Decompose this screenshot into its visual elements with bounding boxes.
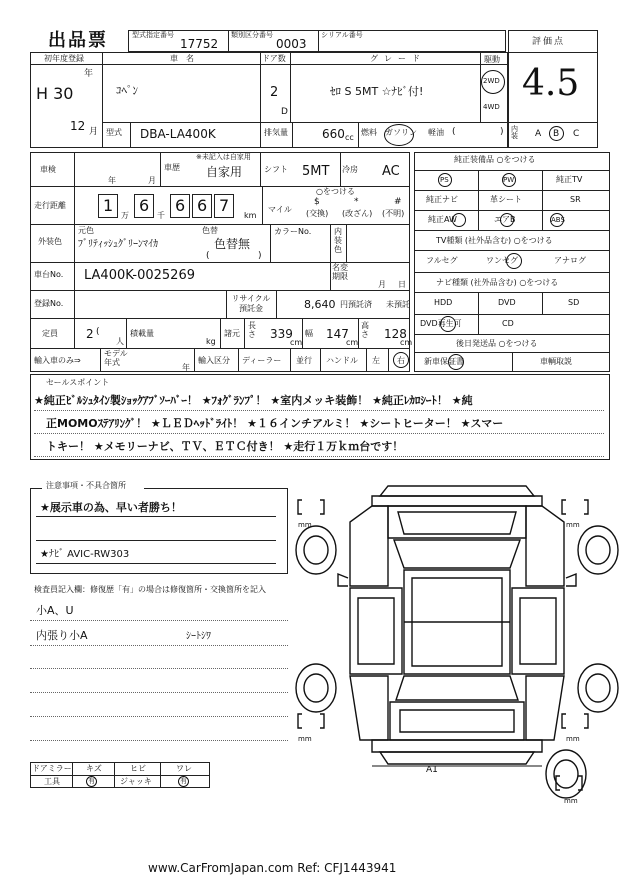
equip-abs: ABS xyxy=(551,216,565,224)
drive-4wd: 4WD xyxy=(483,103,500,111)
mileage-tampered-symbol: * xyxy=(354,197,359,207)
docs-manual: 車輌取説 xyxy=(540,357,572,366)
mileage-unknown: (不明) xyxy=(382,209,405,218)
height-label: 高さ xyxy=(361,321,369,339)
table-jack-yes: 有 xyxy=(180,777,187,785)
diagram-a1-mark: A1 xyxy=(426,765,438,775)
chassis-label: 車台No. xyxy=(34,270,64,279)
mileage-unit-man: 万 xyxy=(121,211,129,220)
equip-sr: SR xyxy=(570,195,581,204)
color-change-label: 色替 xyxy=(202,226,218,235)
shift-label: シフト xyxy=(264,165,288,174)
equip-tv: 純正TV xyxy=(556,175,583,184)
mileage-d4: 6 xyxy=(197,196,208,215)
interior-color-label: 内装色 xyxy=(334,227,342,254)
width-cm: cm xyxy=(346,338,359,347)
fuel-gas: ガソリン xyxy=(385,128,417,137)
shaken-label: 車検 xyxy=(40,165,56,174)
mm-rear-left: mm xyxy=(298,735,312,743)
door-count: 2 xyxy=(270,85,279,100)
width-label: 幅 xyxy=(305,329,313,338)
equip-airbag: エアB xyxy=(494,215,516,224)
table-crack: ヒビ xyxy=(130,764,146,773)
interior-b: B xyxy=(553,129,560,139)
load-kg: kg xyxy=(206,337,216,346)
use-label: 車歴 xyxy=(164,163,180,172)
mileage-exchange-symbol: $ xyxy=(314,197,320,207)
mileage-exchange: (交換) xyxy=(306,209,329,218)
inspector-line-1: 小A、U xyxy=(36,604,74,617)
car-name-value: ｺﾍﾟﾝ xyxy=(116,84,138,97)
capacity-unit: 人 xyxy=(116,337,124,346)
equip-aw: 純正AW xyxy=(428,215,457,224)
tv-type-title: TV種類 (社外品含む) ○をつける xyxy=(436,236,553,245)
handle-label: ハンドル xyxy=(326,356,358,365)
sales-line-2: 正MOMOｽﾃｱﾘﾝｸﾞ！ ★ＬＥＤﾍｯﾄﾞﾗｲﾄ！ ★１６インチアルミ！ ★シートヒーター！ ★スマー xyxy=(46,417,504,430)
mileage-d2: 6 xyxy=(139,196,150,215)
score-label: 評価点 xyxy=(532,37,566,47)
notes-label: 注意事項・不具合箇所 xyxy=(46,481,126,490)
shift-value: 5MT xyxy=(302,164,330,179)
length-value: 339 xyxy=(270,327,293,341)
mileage-label: 走行距離 xyxy=(34,201,66,210)
mileage-unit-sen: 千 xyxy=(157,211,165,220)
door-type: D xyxy=(281,107,288,117)
first-reg-label: 初年度登録 xyxy=(44,54,84,63)
height-value: 128 xyxy=(384,327,407,341)
navi-dvd-play: DVD再生可 xyxy=(420,319,462,328)
model-year-label: モデル年式 xyxy=(104,349,128,367)
width-value: 147 xyxy=(326,327,349,341)
import-parallel: 並行 xyxy=(296,356,312,365)
mileage-unknown-symbol: # xyxy=(394,197,402,207)
capacity-paren: ( xyxy=(96,327,100,337)
car-name-label: 車名 xyxy=(170,54,202,63)
interior-a: A xyxy=(535,129,542,139)
equip-ps: PS xyxy=(440,176,449,184)
grade-label: グレード xyxy=(370,54,426,63)
grade-value: ｾﾛ S 5MT ☆ﾅﾋﾞ付! xyxy=(330,85,424,98)
shaken-year: 年 xyxy=(108,176,116,185)
fuel-diesel: 軽油 xyxy=(428,128,444,137)
name-change-day: 日 xyxy=(398,280,406,289)
type-label: 型式 xyxy=(106,128,122,137)
capacity-label: 定員 xyxy=(42,329,58,338)
sheet-title: 出品票 xyxy=(48,30,108,51)
score-value: 4.5 xyxy=(522,63,580,104)
navi-type-title: ナビ種類 (社外品含む) ○をつける xyxy=(436,278,559,287)
mm-spare: mm xyxy=(564,797,578,805)
color-label: 外装色 xyxy=(38,237,62,246)
model-year-unit: 年 xyxy=(182,363,190,372)
fuel-label: 燃料 xyxy=(361,128,377,137)
load-label: 積載量 xyxy=(130,329,154,338)
color-orig-value: ﾌﾞﾘﾃｨｯｼｭｸﾞﾘｰﾝﾏｲｶ xyxy=(78,239,158,250)
sales-line-1: ★純正ﾋﾞﾙｼｭﾀｲﾝ製ｼｮｯｸｱﾌﾞｿｰﾊﾞｰ！ ★ﾌｫｸﾞﾗﾝﾌﾟ！ ★室内メッキ装飾！ ★純正ﾚｶﾛｼｰﾄ！ ★純 xyxy=(34,394,473,407)
recycle-label: リサイクル預託金 xyxy=(231,294,271,313)
footer-watermark: www.CarFromJapan.com Ref: CFJ1443941 xyxy=(148,861,397,875)
model-no-label: 型式指定番号 xyxy=(132,31,174,39)
name-change-month: 月 xyxy=(378,280,386,289)
table-tools: 工具 xyxy=(44,777,60,786)
year-unit: 年 xyxy=(84,69,94,79)
cc-unit: cc xyxy=(345,133,354,142)
type-value: DBA-LA400K xyxy=(140,127,216,141)
notes-line-1: ★展示車の為、早い者勝ち！ xyxy=(40,501,182,514)
first-reg-era: H 30 xyxy=(36,84,74,103)
interior-c: C xyxy=(573,129,580,139)
recycle-not-deposited: 未預託 xyxy=(386,300,410,309)
docs-title: 後日発送品 ○をつける xyxy=(456,339,538,348)
import-label: 輸入車のみ⇒ xyxy=(34,356,81,365)
length-label: 長さ xyxy=(248,321,256,339)
mileage-d1: 1 xyxy=(103,196,114,215)
class-no-value: 0003 xyxy=(276,37,307,51)
first-reg-month: 12 xyxy=(70,119,86,133)
use-note: ※未記入は自家用 xyxy=(196,153,251,161)
import-category-label: 輸入区分 xyxy=(198,356,230,365)
mileage-d5: 7 xyxy=(219,196,230,215)
import-dealer: ディーラー xyxy=(242,356,282,365)
capacity-value: 2 xyxy=(86,327,94,341)
docs-warranty: 新車保証書 xyxy=(424,357,464,366)
table-tools-yes: 有 xyxy=(88,777,95,785)
notes-line-3: ★ﾅﾋﾞ AVIC-RW303 xyxy=(40,549,130,560)
serial-label: シリアル番号 xyxy=(321,31,363,39)
navi-cd: CD xyxy=(502,319,514,328)
name-change-label: 名変期限 xyxy=(332,263,348,281)
car-damage-diagram xyxy=(290,478,620,818)
mm-front-left: mm xyxy=(298,521,312,529)
table-scratch: キズ xyxy=(86,764,102,773)
table-jack: ジャッキ xyxy=(120,777,152,786)
navi-dvd: DVD xyxy=(498,298,516,307)
door-label: ドア数 xyxy=(262,54,286,63)
equipment-title: 純正装備品 ○をつける xyxy=(454,155,536,164)
equip-pw: PW xyxy=(503,176,515,184)
use-value: 自家用 xyxy=(206,165,243,179)
tv-analog: アナログ xyxy=(554,256,586,265)
handle-left: 左 xyxy=(372,356,380,365)
displacement-label: 排気量 xyxy=(264,128,288,137)
interior-label: 内装 xyxy=(511,125,518,140)
length-cm: cm xyxy=(290,338,303,347)
mm-front-right: mm xyxy=(566,521,580,529)
inspector-line-2a: 内張り小A xyxy=(36,629,88,642)
drive-2wd: 2WD xyxy=(483,77,500,85)
color-orig-label: 元色 xyxy=(78,226,94,235)
ac-value: AC xyxy=(382,164,400,179)
reg-label: 登録No. xyxy=(34,299,64,308)
mm-rear-right: mm xyxy=(566,735,580,743)
color-change-value: 色替無 xyxy=(214,237,251,251)
equip-leather: 革シート xyxy=(490,195,522,204)
height-cm: cm xyxy=(400,338,413,347)
equip-navi: 純正ナビ xyxy=(426,195,458,204)
specs-label: 諸元 xyxy=(224,329,240,338)
mileage-d3: 6 xyxy=(175,196,186,215)
drive-label: 駆動 xyxy=(484,55,500,64)
inspector-line-2b: ｼｰﾄｼﾜ xyxy=(186,631,211,642)
tv-oneseg: ワンセグ xyxy=(486,256,518,265)
class-no-label: 類別区分番号 xyxy=(231,31,273,39)
ac-label: 冷房 xyxy=(342,165,358,174)
recycle-status: 円預託済 xyxy=(340,300,372,309)
color-no-label: カラーNo. xyxy=(274,227,312,236)
sales-label: セールスポイント xyxy=(46,378,110,387)
mileage-tampered: (改ざん) xyxy=(342,209,373,218)
displacement-value: 660 xyxy=(322,127,345,141)
sales-line-3: トキー！ ★メモリーナビ、ＴＶ、ＥＴＣ付き！ ★走行１万ｋｍ台です！ xyxy=(46,440,404,453)
table-door-mirror: ドアミラー xyxy=(32,764,72,773)
navi-sd: SD xyxy=(568,298,580,307)
tv-fullseg: フルセグ xyxy=(426,256,458,265)
mileage-mile: マイル xyxy=(268,205,292,214)
inspector-label: 検査員記入欄：修復歴「有」の場合は修復箇所・交換箇所を記入 xyxy=(34,585,266,594)
shaken-month: 月 xyxy=(148,176,156,185)
model-no-value: 17752 xyxy=(180,37,219,51)
navi-hdd: HDD xyxy=(434,298,453,307)
month-unit: 月 xyxy=(89,127,99,137)
handle-right: 右 xyxy=(397,356,405,365)
chassis-value: LA400K-0025269 xyxy=(84,268,195,283)
recycle-value: 8,640 xyxy=(304,298,336,311)
mileage-circle-note: ○をつける xyxy=(316,187,355,196)
mileage-km: km xyxy=(244,211,257,220)
table-break: ワレ xyxy=(176,764,192,773)
